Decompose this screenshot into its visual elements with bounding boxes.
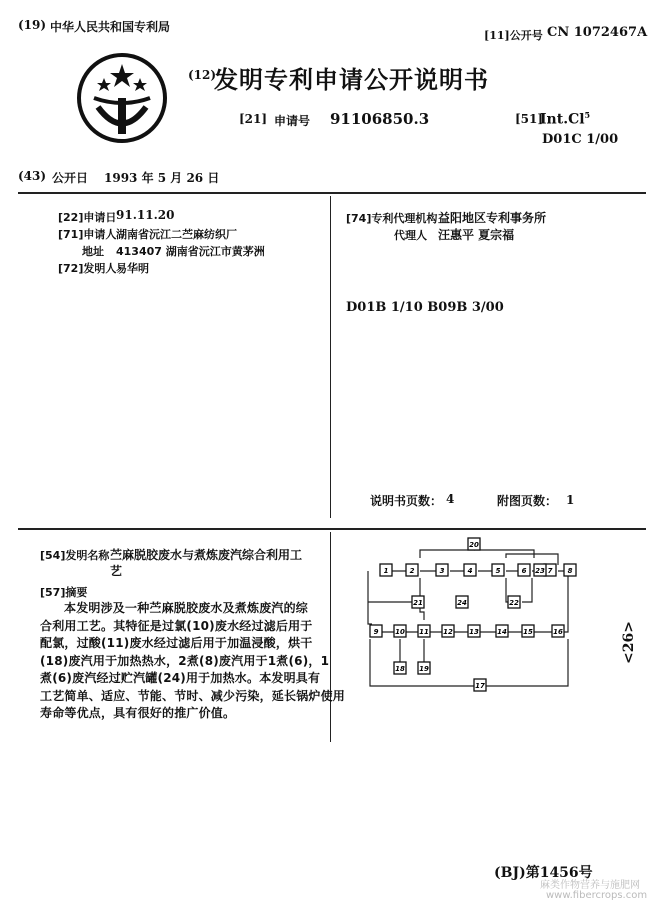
invention-name-line2: 艺 [110, 564, 123, 578]
address-label: 地址 [82, 245, 104, 258]
diagram-box-label: 10 [395, 628, 405, 636]
spec-pages-label: 说明书页数： [370, 494, 443, 508]
diagram-box-10 [394, 625, 406, 637]
diagram-box-9 [370, 625, 382, 637]
invention-name-line1: 苎麻脱胶废水与煮炼废汽综合利用工 [110, 548, 303, 562]
diagram-box-label: 8 [567, 567, 573, 575]
diagram-box-label: 15 [523, 628, 533, 636]
address-value: 413407 湖南省沅江市黄茅洲 [116, 245, 265, 258]
diagram-box-6 [518, 564, 530, 576]
abstract-line: 本发明涉及一种苎麻脱胶废水及煮炼废汽的综 [64, 601, 309, 615]
inventor-label: [72]发明人 [58, 262, 117, 275]
diagram-box-label: 3 [439, 567, 445, 575]
diagram-box-21 [412, 596, 424, 608]
inventor-value: 易华明 [116, 262, 149, 275]
fig-pages-label: 附图页数： [497, 494, 558, 508]
app-number: 91106850.3 [330, 110, 430, 128]
diagram-box-label: 17 [475, 682, 485, 690]
diagram-box-label: 11 [419, 628, 429, 636]
diagram-box-22 [508, 596, 520, 608]
filing-date-value: 91.11.20 [116, 208, 175, 222]
middle-divider [18, 528, 646, 530]
spec-pages-value: 4 [446, 492, 455, 506]
watermark-line2: www.fibercrops.com [546, 890, 648, 901]
diagram-box-label: 12 [443, 628, 453, 636]
diagram-box-5 [492, 564, 504, 576]
side-page-number: <26> [621, 621, 637, 664]
applicant-label: [71]申请人 [58, 228, 117, 241]
abstract-label: [57]摘要 [40, 586, 88, 599]
diagram-box-13 [468, 625, 480, 637]
diagram-box-16 [552, 625, 564, 637]
pub-code: [11]公开号 [484, 29, 543, 42]
diagram-box-18 [394, 662, 406, 674]
invention-name-label: [54]发明名称 [40, 549, 110, 562]
diagram-box-8 [564, 564, 576, 576]
column-divider [330, 196, 331, 518]
diagram-box-1 [380, 564, 392, 576]
diagram-box-label: 16 [553, 628, 563, 636]
agent-label: 代理人 [394, 229, 427, 242]
diagram-box-label: 6 [521, 567, 527, 575]
diagram-box-label: 24 [457, 599, 467, 607]
diagram-box-12 [442, 625, 454, 637]
footer-code: (BJ)第1456号 [494, 865, 593, 881]
diagram-box-4 [464, 564, 476, 576]
country-name: 中华人民共和国专利局 [50, 20, 171, 34]
agency-label: [74]专利代理机构 [346, 212, 438, 225]
diagram-box-23 [534, 564, 546, 576]
diagram-box-17 [474, 679, 486, 691]
diagram-box-20 [468, 538, 480, 550]
agency-value: 益阳地区专利事务所 [438, 211, 547, 225]
diagram-box-14 [496, 625, 508, 637]
abstract-line: 工艺简单、适应、节能、节时、减少污染，延长锅炉使用 [40, 688, 346, 703]
diagram-box-label: 5 [495, 567, 501, 575]
diagram-box-15 [522, 625, 534, 637]
abstract-line: 寿命等优点，具有很好的推广价值。 [40, 706, 236, 720]
filing-date-label: [22]申请日 [58, 211, 117, 224]
diagram-box-11 [418, 625, 430, 637]
abstract-line: (18)废汽用于加热热水，2煮(8)废汽用于1煮(6)，1 [40, 653, 330, 668]
ipc-label: Int.Cl$^5$ [540, 110, 591, 128]
diagram-box-label: 23 [535, 567, 545, 575]
app-code: [21] [239, 112, 268, 126]
applicant-value: 湖南省沅江二苎麻纺织厂 [116, 228, 237, 241]
diagram-box-label: 1 [383, 567, 389, 575]
ipc-value: D01C 1/00 [542, 132, 619, 147]
document-title: 发明专利申请公开说明书 [214, 66, 489, 94]
diagram-box-2 [406, 564, 418, 576]
diagram-box-label: 2 [409, 567, 415, 575]
diagram-box-label: 21 [413, 599, 423, 607]
diagram-box-label: 4 [467, 567, 473, 575]
diagram-box-label: 20 [469, 541, 479, 549]
abstract-line: 煮(6)废汽经过贮汽罐(24)用于加热水。本发明具有 [40, 671, 321, 685]
pub-number: CN 1072467A [547, 25, 648, 40]
country-code: (19) [18, 18, 47, 32]
diagram-box-label: 14 [497, 628, 507, 636]
top-divider [18, 192, 646, 194]
app-label: 申请号 [274, 114, 311, 128]
title-code: (12) [188, 68, 217, 82]
diagram-box-label: 18 [395, 665, 405, 673]
diagram-box-3 [436, 564, 448, 576]
diagram-box-label: 7 [547, 567, 553, 575]
ipc-code: [51] [515, 112, 544, 126]
watermark-line1: 麻类作物营养与施肥网 [540, 880, 640, 891]
abstract-line: 合利用工艺。其特征是过氯(10)废水经过滤后用于 [40, 618, 313, 633]
diagram-box-label: 13 [469, 628, 479, 636]
agent-value: 汪惠平 夏宗福 [438, 228, 515, 242]
process-flow-diagram [356, 536, 596, 706]
national-emblem-logo [76, 52, 168, 144]
abstract-line: 配氯，过酸(11)废水经过滤后用于加温浸酸，烘干 [40, 636, 313, 650]
diagram-box-label: 19 [419, 665, 429, 673]
abstract-text [40, 600, 345, 723]
diagram-box-19 [418, 662, 430, 674]
diagram-box-label: 9 [373, 628, 379, 636]
pubdate-label: 公开日 [52, 171, 89, 185]
diagram-box-24 [456, 596, 468, 608]
pubdate-code: (43) [18, 169, 47, 183]
fig-pages-value: 1 [566, 493, 575, 507]
ipc-extra: D01B 1/10 B09B 3/00 [346, 300, 504, 315]
diagram-box-label: 22 [509, 599, 519, 607]
pubdate-value: 1993 年 5 月 26 日 [104, 171, 220, 185]
